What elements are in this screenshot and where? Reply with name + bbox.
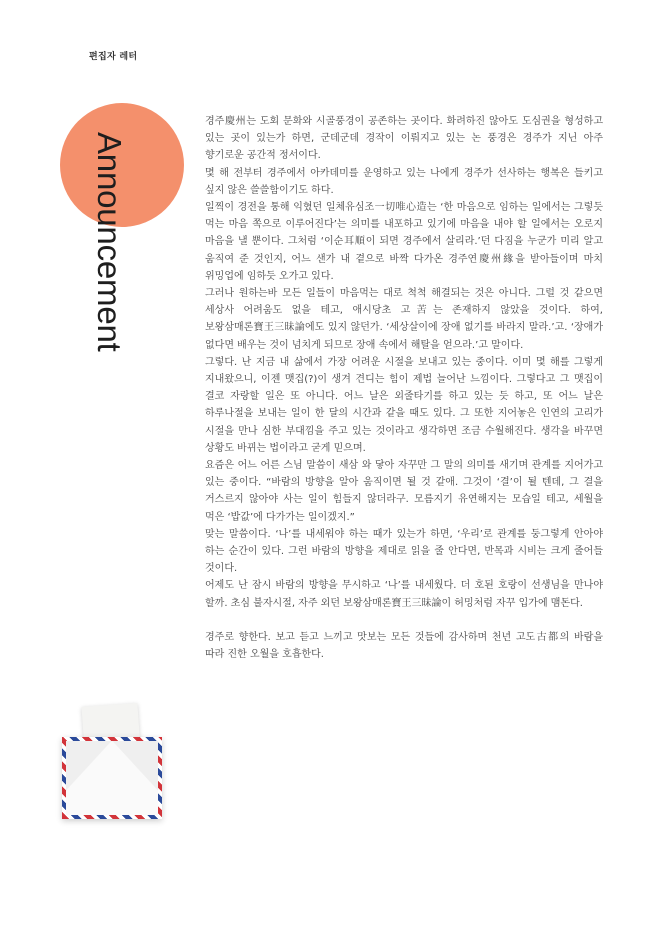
paragraph: 경주로 향한다. 보고 듣고 느끼고 맛보는 모든 것들에 감사하며 천년 고도古都의 바람을 따라 진한 오월을 호흡한다. xyxy=(205,632,603,661)
paragraph: 경주慶州는 도회 문화와 시골풍경이 공존하는 곳이다. 화려하진 않아도 도심권을 형성하고 있는 곳이 있는가 하면, 군데군데 경작이 이뤄지고 있는 논 풍경은 경주가 지닌 아주 향기로운 공간적 정서이다. xyxy=(205,116,603,162)
letter-body xyxy=(205,113,603,663)
paragraph: 일찍이 경전을 통해 익혔던 일체유심조一切唯心造는 ‘한 마음으로 임하는 일에서는 그렇듯 먹는 마음 쪽으로 이루어진다’는 의미를 내포하고 있기에 마음을 내야 할 일에서는 오로지 마음을 낼 뿐이다. 그처럼 ‘이순耳順이 되면 경주에서 살리라.’던 다짐을 누군가 미리 알고 움직여 준 것인지, 어느 샌가 내 곁으로 바짝 다가온 경주연慶州緣을 받아들이며 마치 위밍업에 임하듯 오가고 있다. xyxy=(205,202,603,282)
paragraph: 맞는 말씀이다. ‘나’를 내세워야 하는 때가 있는가 하면, ‘우리’로 관계를 둥그렇게 안아야 하는 순간이 있다. 그런 바람의 방향을 제대로 읽을 줄 안다면, 반목과 시비는 크게 줄어들 것이다. xyxy=(205,528,603,575)
envelope-illustration xyxy=(62,705,162,820)
paragraph: 그러나 원하는바 모든 일들이 마음먹는 대로 척척 해결되는 것은 아니다. 그럴 것 같으면 세상사 어려움도 없을 테고, 애시당초 고苦는 존재하지 않았을 것이다. 하여, 보왕삼매론寶王三昧論에도 있지 않던가. ‘세상살이에 장애 없기를 바라지 말라.’고. ‘장애가 없다면 배우는 것이 넘치게 되므로 장애 속에서 해탈을 얻으라.’고 말이다. xyxy=(205,288,603,351)
paragraph: 요즘은 어느 어른 스님 말씀이 새삼 와 닿아 자꾸만 그 말의 의미를 새기며 관계를 지어가고 있는 중이다. “바람의 방향을 알아 움직이면 될 것 같애. 그것이 ‘결’이 될 텐데, 그 결을 거스르지 않아야 사는 일이 힘들지 않더라구. 모름지기 유연해지는 모습일 테고, 세월을 먹은 ‘밥값’에 다가가는 일이겠지.” xyxy=(205,460,603,523)
section-label: 편집자 레터 xyxy=(89,52,138,62)
paragraph: 그렇다. 난 지금 내 삶에서 가장 어려운 시절을 보내고 있는 중이다. 이미 몇 해를 그렇게 지내왔으니, 이젠 맷집(?)이 생겨 견디는 힘이 제법 늘어난 느낌이다. 그렇다고 그 맷집이 결코 자랑할 일은 또 아니다. 어느 날은 외줄타기를 하고 있는 듯 하고, 또 어느 날은 하루나절을 보내는 일이 한 달의 시간과 같을 때도 있다. 그 또한 지어놓은 인연의 고리가 시절을 만나 심한 부대낌을 주고 있는 것이라고 생각하면 조금 수월해진다. 생각을 바꾸면 상황도 바뀌는 법이라고 굳게 믿으며. xyxy=(205,356,603,454)
paragraph: 몇 해 전부터 경주에서 아카데미를 운영하고 있는 나에게 경주가 선사하는 행복은 들키고 싶지 않은 쓸쓸함이기도 하다. xyxy=(205,167,603,196)
paragraph: 어제도 난 잠시 바람의 방향을 무시하고 ‘나’를 내세웠다. 더 호된 호랑이 선생님을 만나야 할까. 초심 불자시절, 자주 외던 보왕삼매론寶王三昧論이 허밍처럼 자꾸 입가에 맴돈다. xyxy=(205,580,603,609)
airmail-border xyxy=(62,737,162,819)
paragraph-spacer xyxy=(205,612,603,629)
page-title: Announcement xyxy=(91,132,128,352)
